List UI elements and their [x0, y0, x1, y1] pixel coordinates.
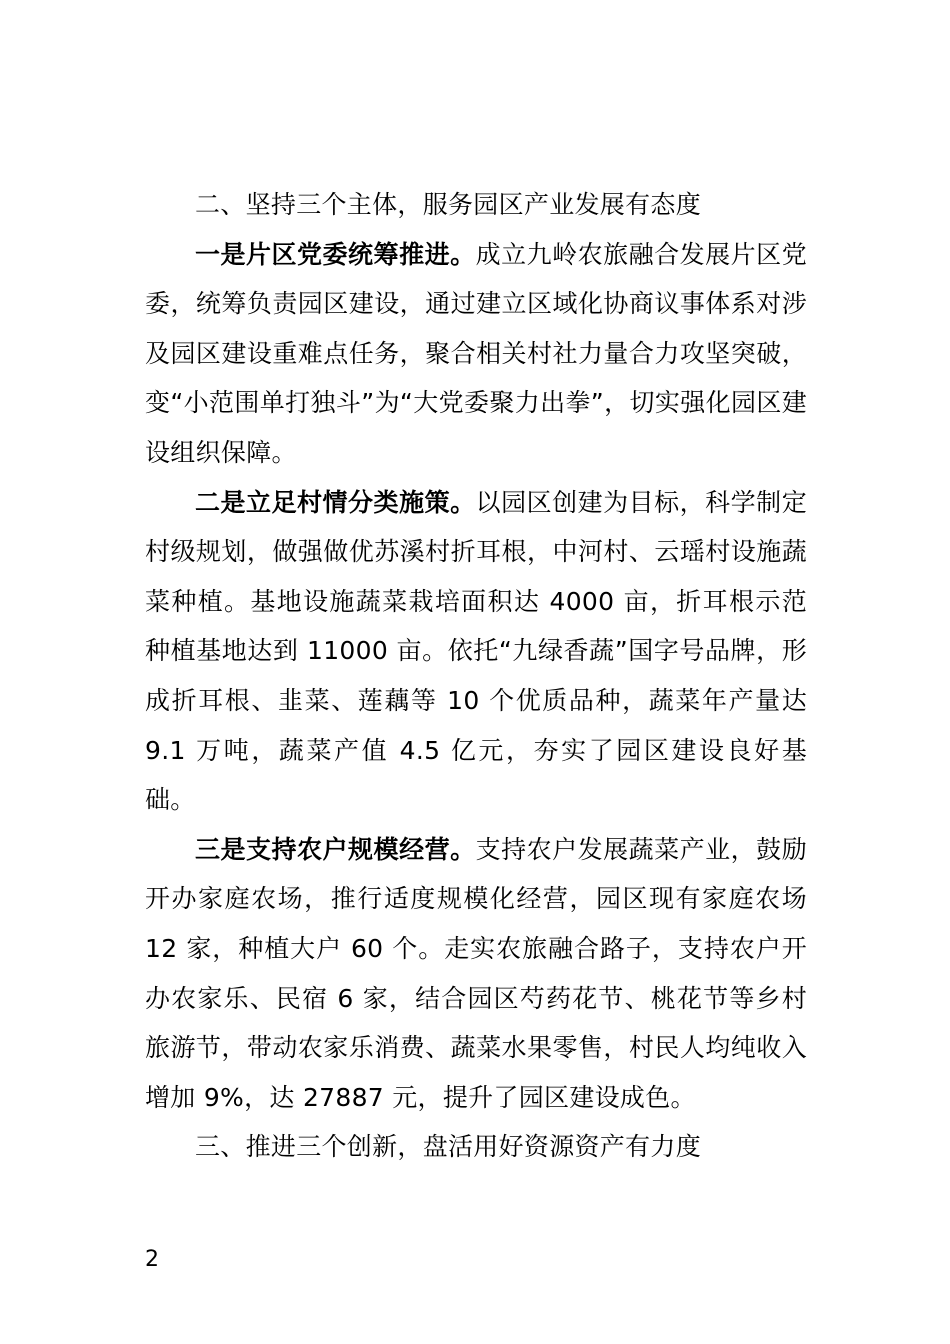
paragraph-three-lead: 三是支持农户规模经营。: [195, 834, 476, 864]
paragraph-two-body: 以园区创建为目标，科学制定村级规划，做强做优苏溪村折耳根，中河村、云瑶村设施蔬菜种植。基地设施蔬菜栽培面积达 4000 亩，折耳根示范种植基地达到 11000 亩。依托“九绿香蔬”国字号品牌，形成折耳根、韭菜、莲藕等 10 个优质品种，蔬菜年产量达 9.1 万吨，蔬菜产值 4.5 亿元，夯实了园区建设良好基础。: [145, 487, 807, 815]
page-number: 2: [145, 1247, 159, 1272]
paragraph-three: [145, 825, 807, 1123]
section-three-heading: 三、推进三个创新，盘活用好资源资产有力度: [195, 1132, 702, 1162]
section-two-heading: 二、坚持三个主体，服务园区产业发展有态度: [195, 190, 702, 219]
paragraph-one-body: 成立九岭农旅融合发展片区党委，统筹负责园区建设，通过建立区域化协商议事体系对涉及园区建设重难点任务，聚合相关村社力量合力攻坚突破，变“小范围单打独斗”为“大党委聚力出拳”，切实强化园区建设组织保障。: [145, 239, 807, 467]
page-content: [145, 180, 807, 1172]
paragraph-two-lead: 二是立足村情分类施策。: [195, 487, 476, 517]
paragraph-one-lead: 一是片区党委统筹推进。: [195, 239, 476, 269]
paragraph-three-body: 支持农户发展蔬菜产业，鼓励开办家庭农场，推行适度规模化经营，园区现有家庭农场 12 家，种植大户 60 个。走实农旅融合路子，支持农户开办农家乐、民宿 6 家，结合园区芍药花节、桃花节等乡村旅游节，带动农家乐消费、蔬菜水果零售，村民人均纯收入增加 9%，达 27887 元，提升了园区建设成色。: [145, 834, 807, 1112]
paragraph-one: [145, 230, 807, 478]
paragraph-two: [145, 478, 807, 825]
